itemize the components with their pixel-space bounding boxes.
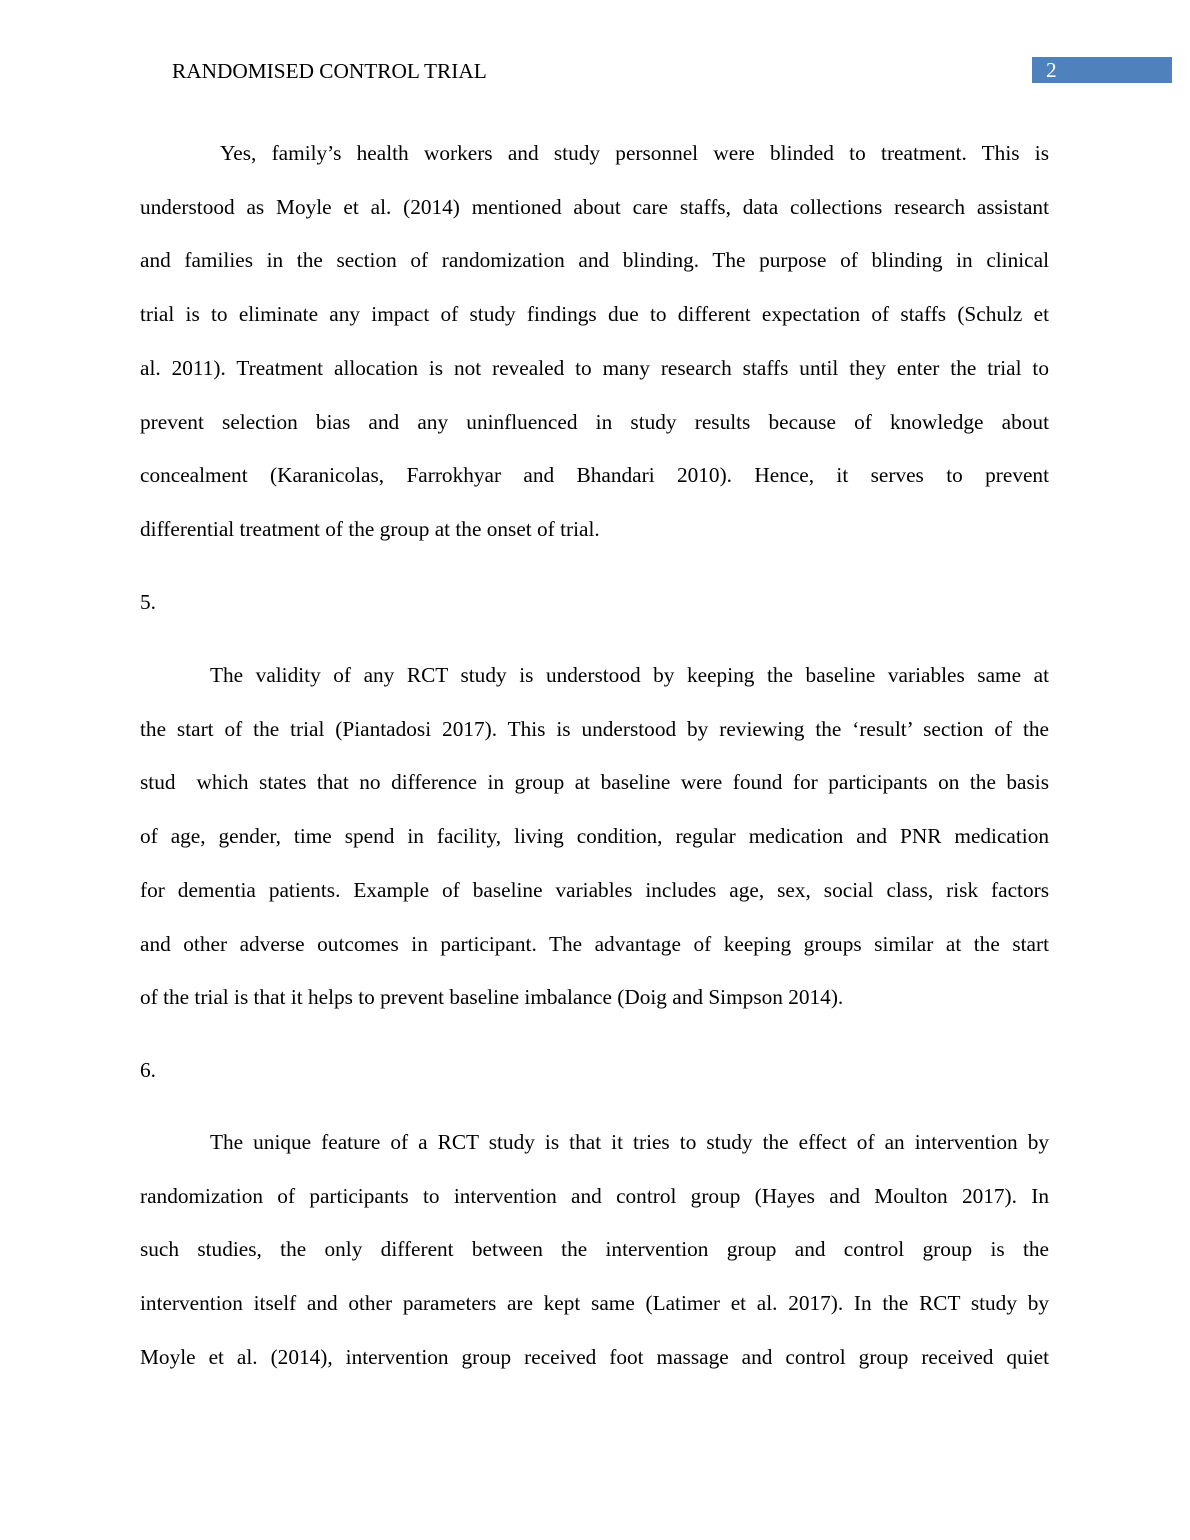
paragraph-blinding [140,127,1049,557]
text-line: understood as Moyle et al. (2014) mentioned about care staffs, data collections research assistant [140,194,1049,219]
text-line: and families in the section of randomization and blinding. The purpose of blinding in clinical [140,248,1049,273]
page-number: 2 [1046,58,1057,82]
text-line: trial is to eliminate any impact of study findings due to different expectation of staffs (Schulz et [140,302,1049,327]
text-line: al. 2011). Treatment allocation is not revealed to many research staffs until they enter the trial to [140,355,1049,380]
text-line: differential treatment of the group at the onset of trial. [140,516,600,541]
text-line: Moyle et al. (2014), intervention group received foot massage and control group received quiet [140,1344,1049,1369]
text-line: randomization of participants to intervention and control group (Hayes and Moulton 2017). In [140,1183,1049,1208]
text-line: The unique feature of a RCT study is that it tries to study the effect of an intervention by [210,1130,1049,1154]
running-header: RANDOMISED CONTROL TRIAL [172,59,487,83]
section-number-6: 6. [140,1058,156,1082]
text-line: The validity of any RCT study is understood by keeping the baseline variables same at [210,663,1049,687]
text-line: for dementia patients. Example of baseline variables includes age, sex, social class, risk factors [140,877,1049,902]
text-line: concealment (Karanicolas, Farrokhyar and Bhandari 2010). Hence, it serves to prevent [140,463,1049,488]
text-line: such studies, the only different between the intervention group and control group is the [140,1237,1049,1262]
paragraph-baseline [140,649,1049,1025]
text-line: prevent selection bias and any uninfluenced in study results because of knowledge about [140,409,1049,434]
text-line: and other adverse outcomes in participant. The advantage of keeping groups similar at the start [140,931,1049,956]
text-line: of age, gender, time spend in facility, living condition, regular medication and PNR medication [140,824,1049,849]
text-line: intervention itself and other parameters are kept same (Latimer et al. 2017). In the RCT study by [140,1291,1049,1316]
section-number-5: 5. [140,590,156,614]
text-line: Yes, family’s health workers and study personnel were blinded to treatment. This is [220,141,1049,165]
page-number-box [1032,57,1172,83]
text-line: of the trial is that it helps to prevent baseline imbalance (Doig and Simpson 2014). [140,985,844,1010]
text-line: stud which states that no difference in group at baseline were found for participants on the basis [140,770,1049,795]
text-line: the start of the trial (Piantadosi 2017). This is understood by reviewing the ‘result’ section of the [140,716,1049,741]
paragraph-unique-feature [140,1116,1049,1385]
